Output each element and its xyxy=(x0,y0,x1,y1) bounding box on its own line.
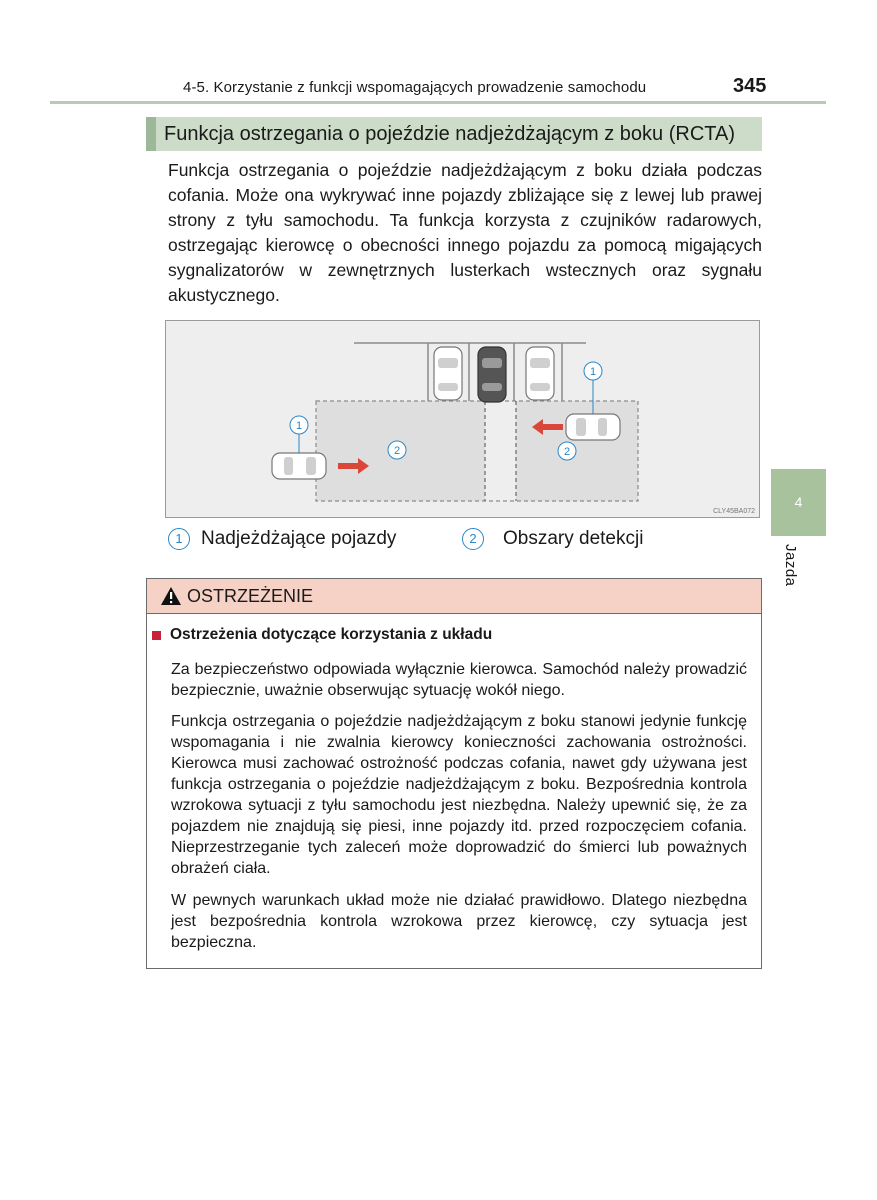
callout-1-right xyxy=(584,362,602,380)
legend-number: 1 xyxy=(168,528,190,550)
svg-text:2: 2 xyxy=(393,445,401,457)
parking-diagram xyxy=(166,321,759,517)
svg-text:2: 2 xyxy=(563,446,571,458)
warning-title: OSTRZEŻENIE xyxy=(187,585,314,606)
legend-label: Obszary detekcji xyxy=(503,528,644,549)
chapter-label: Jazda xyxy=(782,544,799,587)
warning-paragraph: W pewnych warunkach układ może nie działać prawidłowo. Dlatego niezbędna jest bezpośrednia kontrola wzrokowa przez kierowcę, czy sytuacja jest bezpieczna. xyxy=(171,892,747,951)
figure-code: CLY45BA072 xyxy=(713,508,755,515)
intro-paragraph: Funkcja ostrzegania o pojeździe nadjeżdżającym z boku działa podczas cofania. Może ona wykrywać inne pojazdy zbliżające się z lewej lub prawej strony z tyłu samochodu. Ta funkcja korzysta z czujników radarowych, ostrzegając kierowcę o obecności innego pojazdu za pomocą migających sygnalizatorów w zewnętrznych lusterkach wstecznych oraz sygnału akustycznego. xyxy=(168,160,762,305)
legend-label: Nadjeżdżające pojazdy xyxy=(201,528,397,549)
warning-paragraph: Funkcja ostrzegania o pojeździe nadjeżdżającym z boku stanowi jedynie funkcję wspomagania i nie zwalnia kierowcy konieczności zachowania ostrożności. Kierowca musi zachować ostrożność podczas cofania, nawet gdy używana jest funkcja ostrzegania o pojeździe nadjeżdżającym z boku. Bezpośrednia kontrola wzrokowa sytuacji z tyłu samochodu jest niezbędna. Należy upewnić się, że za pojazdem nie znajdują się piesi, inne pojazdy itd. przed rozpoczęciem cofania. Nieprzestrzeganie tych zaleceń może doprowadzić do śmierci lub poważnych obrażeń ciała. xyxy=(171,713,747,877)
running-header: 4-5. Korzystanie z funkcji wspomagających prowadzenie samochodu xyxy=(183,79,647,96)
bullet-square-icon xyxy=(152,631,161,640)
legend-item-2 xyxy=(462,528,643,550)
svg-text:1: 1 xyxy=(295,420,303,432)
legend-item-1 xyxy=(168,528,396,550)
rcta-illustration xyxy=(165,320,760,518)
callout-2-right xyxy=(558,442,576,460)
warning-box xyxy=(146,578,762,969)
parked-car-right xyxy=(526,347,554,400)
page-number: 345 xyxy=(733,75,767,97)
own-car xyxy=(478,347,506,402)
header-divider xyxy=(50,101,826,104)
warning-paragraph: Za bezpieczeństwo odpowiada wyłącznie kierowca. Samochód należy prowadzić bezpiecznie, uważnie obserwując sytuację wokół niego. xyxy=(171,661,747,699)
warning-header xyxy=(147,579,761,614)
section-title: Funkcja ostrzegania o pojeździe nadjeżdżającym z boku (RCTA) xyxy=(146,117,762,151)
callout-2-left xyxy=(388,441,406,459)
warning-triangle-icon xyxy=(160,586,182,606)
warning-subtitle xyxy=(152,626,492,644)
approaching-car-left xyxy=(272,453,326,479)
approaching-car-right xyxy=(566,414,620,440)
svg-text:1: 1 xyxy=(589,366,597,378)
chapter-tab: 4 xyxy=(771,469,826,536)
legend-number: 2 xyxy=(462,528,484,550)
callout-1-left xyxy=(290,416,308,434)
warning-subtitle-text: Ostrzeżenia dotyczące korzystania z układu xyxy=(170,626,493,643)
parked-car-left xyxy=(434,347,462,400)
